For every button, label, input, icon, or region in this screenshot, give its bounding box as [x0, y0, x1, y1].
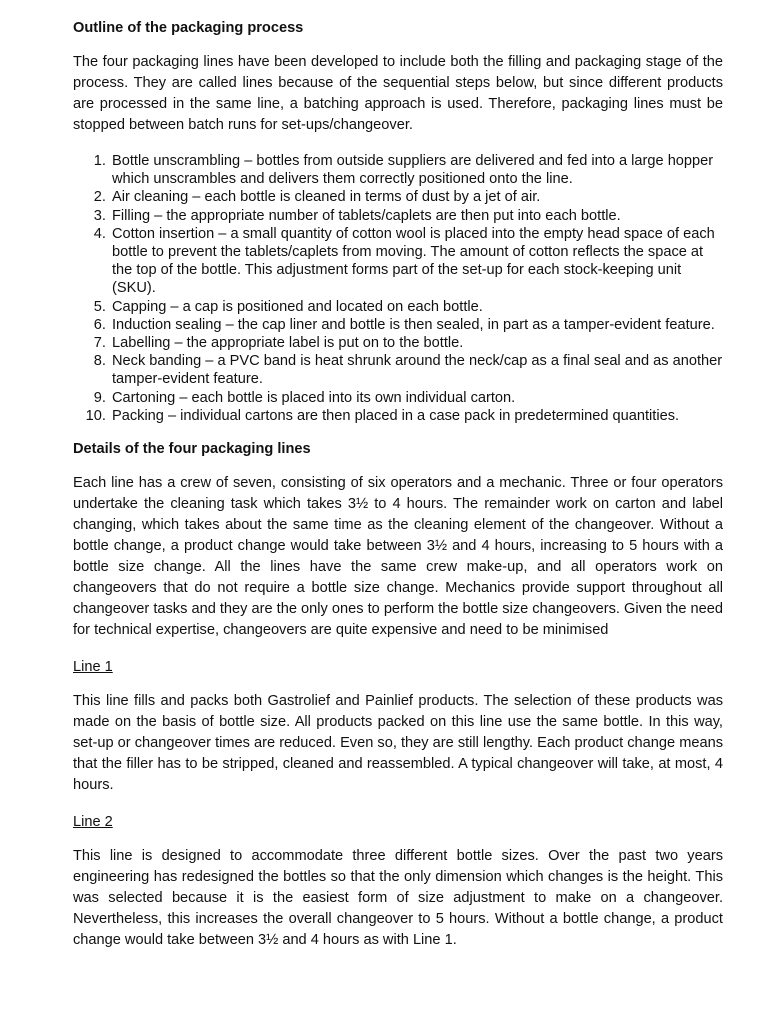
outline-intro: The four packaging lines have been developed to include both the filling and packaging stage of the process. They are called lines because of the sequential steps below, but since different products are processed in the same line, a batching approach is used. Therefore, packaging lines must be stopped between batch runs for set-ups/changeover.	[73, 54, 723, 133]
list-item: 3. Filling – the appropriate number of tablets/caplets are then put into each bottle.	[110, 207, 723, 225]
list-item: 1. Bottle unscrambling – bottles from outside suppliers are delivered and fed into a large hopper which unscrambles and delivers them correctly positioned onto the line.	[110, 152, 723, 188]
list-item: 4. Cotton insertion – a small quantity of cotton wool is placed into the empty head space of each bottle to prevent the tablets/caplets from moving. The amount of cotton reflects the space at the top of the bottle. This adjustment forms part of the set-up for each stock-keeping unit (SKU).	[110, 225, 723, 298]
line1-paragraph: This line fills and packs both Gastrolief and Painlief products. The selection of these products was made on the basis of bottle size. All products packed on this line use the same bottle. In this way, set-up or changeover times are reduced. Even so, they are still lengthy. Each product change means that the filler has to be stripped, cleaned and reassembled. A typical changeover will take, at most, 4 hours.	[73, 693, 723, 794]
outline-heading: Outline of the packaging process	[73, 20, 304, 36]
document-page	[73, 18, 723, 967]
list-item: 2. Air cleaning – each bottle is cleaned in terms of dust by a jet of air.	[110, 188, 723, 206]
list-item: 9. Cartoning – each bottle is placed into its own individual carton.	[110, 389, 723, 407]
process-steps-list	[73, 152, 723, 425]
details-paragraph: Each line has a crew of seven, consisting of six operators and a mechanic. Three or four operators undertake the cleaning task which takes 3½ to 4 hours. The remainder work on carton and label changing, which takes about the same time as the cleaning element of the changeover. Without a bottle change, a product change would take between 3½ and 4 hours, increasing to 5 hours with a bottle size change. All the lines have the same crew make-up, and all operators work on changeovers that do not require a bottle size change. Mechanics provide support throughout all changeover tasks and they are the only ones to perform the bottle size changeovers. Given the need for technical expertise, changeovers are quite expensive and need to be minimised	[73, 475, 723, 639]
list-item: 8. Neck banding – a PVC band is heat shrunk around the neck/cap as a final seal and as another tamper-evident feature.	[110, 352, 723, 388]
line1-heading: Line 1	[73, 659, 113, 676]
line2-paragraph: This line is designed to accommodate three different bottle sizes. Over the past two years engineering has redesigned the bottles so that the only dimension which changes is the height. This was selected because it is the easiest form of size adjustment to make on a changeover. Nevertheless, this increases the overall changeover to 5 hours. Without a bottle change, a product change would take between 3½ and 4 hours as with Line 1.	[73, 848, 723, 949]
details-heading: Details of the four packaging lines	[73, 441, 311, 458]
line2-heading: Line 2	[73, 814, 113, 831]
list-item: 10. Packing – individual cartons are then placed in a case pack in predetermined quantities.	[110, 407, 723, 425]
list-item: 5. Capping – a cap is positioned and located on each bottle.	[110, 298, 723, 316]
list-item: 6. Induction sealing – the cap liner and bottle is then sealed, in part as a tamper-evident feature.	[110, 316, 723, 334]
list-item: 7. Labelling – the appropriate label is put on to the bottle.	[110, 334, 723, 352]
